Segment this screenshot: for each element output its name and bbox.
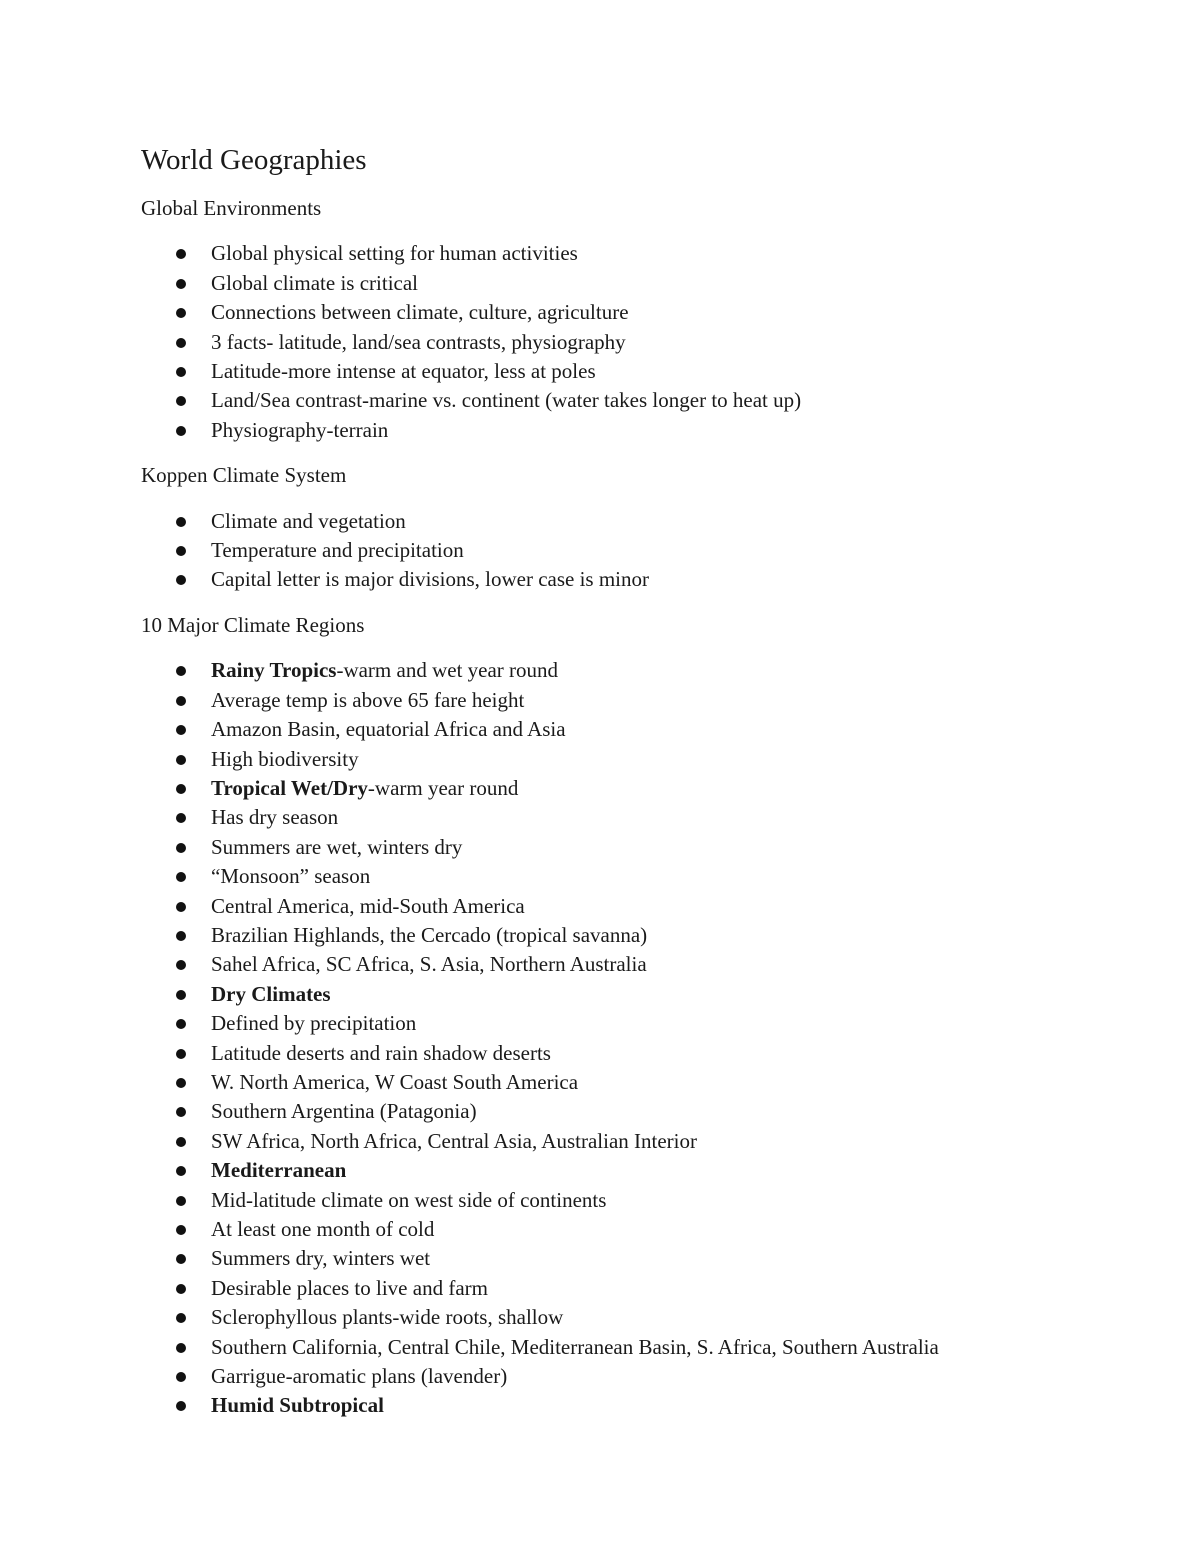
list-item-text: Latitude-more intense at equator, less at poles xyxy=(211,359,596,384)
list-item xyxy=(141,1362,1101,1391)
list-item-text: 3 facts- latitude, land/sea contrasts, physiography xyxy=(211,329,626,354)
bullet-icon xyxy=(176,1196,186,1206)
list-item-text: Physiography-terrain xyxy=(211,417,389,442)
section-heading: Global Environments xyxy=(141,196,322,220)
list-item-text: Connections between climate, culture, agriculture xyxy=(211,300,629,325)
list-item-text: Summers are wet, winters dry xyxy=(211,834,463,859)
bullet-icon xyxy=(176,249,186,259)
list-item-text: W. North America, W Coast South America xyxy=(211,1069,579,1094)
bullet-icon xyxy=(176,1313,186,1323)
bullet-icon xyxy=(176,755,186,765)
list-item-text: Temperature and precipitation xyxy=(211,538,464,563)
list-item xyxy=(141,686,1101,715)
bullet-icon xyxy=(176,1343,186,1353)
list-item xyxy=(141,565,1101,594)
list-item xyxy=(141,656,1101,685)
bullet-list xyxy=(141,656,1101,1421)
list-item-text: Global climate is critical xyxy=(211,270,419,295)
list-item xyxy=(141,1039,1101,1068)
list-item xyxy=(141,862,1101,891)
bullet-icon xyxy=(176,1166,186,1176)
list-item-text: Sahel Africa, SC Africa, S. Asia, Northern Australia xyxy=(211,952,647,977)
document-body xyxy=(141,194,1101,1421)
list-item xyxy=(141,328,1101,357)
list-item xyxy=(141,1303,1101,1332)
bullet-list xyxy=(141,507,1101,595)
list-item-text: Amazon Basin, equatorial Africa and Asia xyxy=(211,717,566,742)
list-item xyxy=(141,507,1101,536)
section-heading: 10 Major Climate Regions xyxy=(141,612,365,637)
list-item xyxy=(141,298,1101,327)
list-item-text: Latitude deserts and rain shadow deserts xyxy=(211,1040,551,1065)
list-item xyxy=(141,1215,1101,1244)
list-item-bold-term: Rainy Tropics xyxy=(211,658,337,683)
list-item-text: Southern California, Central Chile, Mediterranean Basin, S. Africa, Southern Australia xyxy=(211,1334,939,1359)
list-item xyxy=(141,536,1101,565)
list-item xyxy=(141,892,1101,921)
list-item xyxy=(141,1156,1101,1185)
list-item-text: Mid-latitude climate on west side of continents xyxy=(211,1187,607,1212)
list-item-text: Brazilian Highlands, the Cercado (tropical savanna) xyxy=(211,922,648,947)
list-item xyxy=(141,715,1101,744)
bullet-icon xyxy=(176,725,186,735)
list-item xyxy=(141,803,1101,832)
section-heading: Koppen Climate System xyxy=(141,463,347,488)
bullet-icon xyxy=(176,396,186,406)
list-item-text: At least one month of cold xyxy=(211,1217,435,1241)
list-item-bold-term: Humid Subtropical xyxy=(211,1393,384,1418)
list-item-text: Sclerophyllous plants-wide roots, shallow xyxy=(211,1305,564,1330)
bullet-icon xyxy=(176,1107,186,1117)
bullet-icon xyxy=(176,1078,186,1088)
list-item xyxy=(141,921,1101,950)
list-item-text: “Monsoon” season xyxy=(211,864,371,889)
list-item xyxy=(141,1097,1101,1126)
list-item-text: Central America, mid-South America xyxy=(211,893,525,918)
list-item-text: -warm year round xyxy=(367,775,519,800)
list-item-text: Global physical setting for human activities xyxy=(211,241,578,266)
list-item-text: -warm and wet year round xyxy=(336,658,559,683)
list-item xyxy=(141,386,1101,415)
bullet-icon xyxy=(176,666,186,676)
bullet-icon xyxy=(176,546,186,556)
list-item-text: Garrigue-aromatic plans (lavender) xyxy=(211,1364,508,1389)
bullet-icon xyxy=(176,784,186,794)
list-item xyxy=(141,980,1101,1009)
list-item xyxy=(141,1333,1101,1362)
list-item-text: Southern Argentina (Patagonia) xyxy=(211,1099,477,1124)
list-item-text: Desirable places to live and farm xyxy=(211,1275,488,1300)
list-item xyxy=(141,269,1101,298)
list-item-bold-term: Dry Climates xyxy=(211,981,331,1006)
list-item xyxy=(141,1127,1101,1156)
bullet-icon xyxy=(176,1019,186,1029)
bullet-icon xyxy=(176,575,186,585)
list-item-text: Capital letter is major divisions, lower case is minor xyxy=(211,567,649,592)
list-item-text: Land/Sea contrast-marine vs. continent (water takes longer to heat up) xyxy=(211,388,802,413)
list-item xyxy=(141,833,1101,862)
bullet-icon xyxy=(176,367,186,377)
list-item xyxy=(141,1186,1101,1215)
list-item xyxy=(141,1244,1101,1273)
bullet-icon xyxy=(176,990,186,1000)
list-item-text: Has dry season xyxy=(211,805,339,830)
bullet-icon xyxy=(176,813,186,823)
list-item xyxy=(141,416,1101,445)
bullet-icon xyxy=(176,931,186,941)
bullet-icon xyxy=(176,872,186,882)
list-item-text: SW Africa, North Africa, Central Asia, Australian Interior xyxy=(211,1128,697,1153)
list-item-text: Average temp is above 65 fare height xyxy=(211,687,525,712)
bullet-icon xyxy=(176,1284,186,1294)
bullet-icon xyxy=(176,338,186,348)
document-page xyxy=(141,140,1101,1437)
bullet-icon xyxy=(176,960,186,970)
list-item xyxy=(141,1009,1101,1038)
bullet-icon xyxy=(176,517,186,527)
bullet-icon xyxy=(176,1254,186,1264)
list-item xyxy=(141,1274,1101,1303)
list-item xyxy=(141,950,1101,979)
bullet-icon xyxy=(176,279,186,289)
list-item-bold-term: Mediterranean xyxy=(211,1158,347,1183)
bullet-icon xyxy=(176,902,186,912)
list-item-text: Summers dry, winters wet xyxy=(211,1246,431,1271)
list-item xyxy=(141,1391,1101,1420)
list-item-bold-term: Tropical Wet/Dry xyxy=(211,775,368,800)
bullet-list xyxy=(141,239,1101,445)
bullet-icon xyxy=(176,696,186,706)
list-item-text: Climate and vegetation xyxy=(211,508,406,533)
list-item xyxy=(141,239,1101,268)
bullet-icon xyxy=(176,1049,186,1059)
list-item xyxy=(141,357,1101,386)
list-item xyxy=(141,745,1101,774)
list-item xyxy=(141,1068,1101,1097)
page-title: World Geographies xyxy=(141,144,367,176)
bullet-icon xyxy=(176,1401,186,1411)
bullet-icon xyxy=(176,1137,186,1147)
bullet-icon xyxy=(176,426,186,436)
list-item-text: High biodiversity xyxy=(211,746,359,771)
list-item-text: Defined by precipitation xyxy=(211,1011,417,1036)
bullet-icon xyxy=(176,843,186,853)
bullet-icon xyxy=(176,1372,186,1382)
bullet-icon xyxy=(176,308,186,318)
bullet-icon xyxy=(176,1225,186,1235)
list-item xyxy=(141,774,1101,803)
